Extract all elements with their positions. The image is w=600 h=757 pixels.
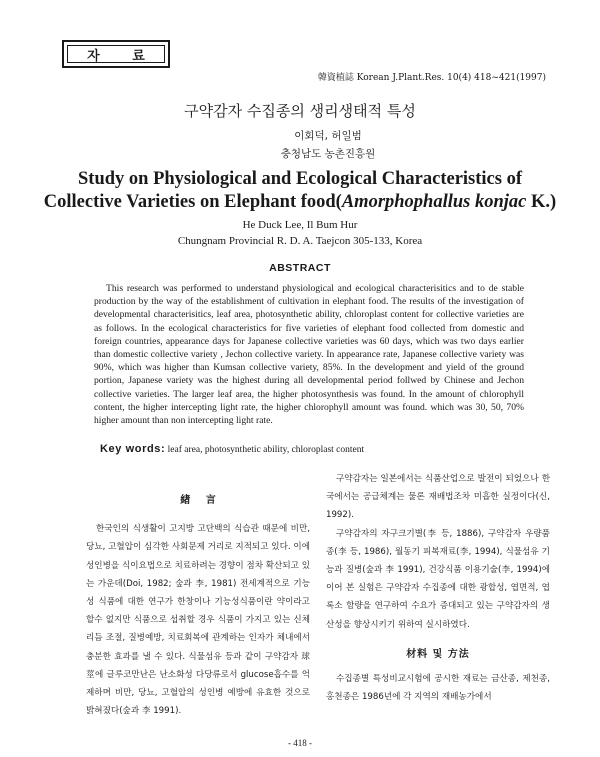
abstract-body: This research was performed to understand physiological and ecological characterisitics and to de stable production by the way of the establishment of cultivation in elephant food. The results of the investigation of developmental characterisitics, leaf area, photosynthetic ability, chloroplast content for collective varieties are as follows. In the ecological characteristics for five varieties of elephant food collected from domestic and foreign countries, appearance days for Japanese collective varieties was 60 days, which was two days earlier than domestic collective variety , Jechon collective variety. In appearance rate, Japanese collective variety was 90%, which was higher than Kumsan collective variety, 85%. In the development and yield of the ground portion, Japanese variety was the highest during all developmental period follwed by Chinese and Jechon collective varieties. The larger leaf area, the higher photosynthesis was found. In the amount of chlorophyll content, the higher intercepting light rate, the higher chlorophyll amount was found. which was 30, 50, 70% higher amount than non intercepting light rate. — [94, 283, 524, 427]
english-title-suffix: K.) — [526, 192, 557, 212]
left-column — [86, 470, 310, 720]
species-name: Amorphophallus konjac — [341, 192, 527, 212]
english-authors: He Duck Lee, Il Bum Hur — [242, 219, 358, 231]
abstract-heading: ABSTRACT — [269, 262, 331, 274]
english-title-line2 — [0, 191, 600, 214]
methods-paragraph: 수집종별 특성비교시험에 공시한 재료는 금산종, 제천종, 홍천종은 1986년에 각 지역의 재배농가에서 — [326, 674, 550, 703]
page-number: - 418 - — [288, 738, 312, 748]
introduction-paragraph: 한국인의 식생활이 고지방 고단백의 식습관 때문에 비만, 당뇨, 고혈압이 심각한 사회문제 거리로 지적되고 있다. 이에 성인병을 식이요법으로 치료하려는 경향이 점차 확산되고 있는 가운데(Doi, 1982; 숲과 李, 1981) 전세계적으로 기능성 식품에 대한 연구가 한창이나 기능성식품이란 약이라고 할수 없지만 식품으로 섭취할 경우 식품이 가지고 있는 신체리듬 조절, 질병예방, 치료회복에 관계하는 인자가 체내에서 충분한 효과를 낼 수 있다. 식물섬유 등과 같이 구약감자 球莖에 글루코만난은 난소화성 다당류로서 glucose흡수를 억제하며 비만, 당뇨, 고혈압의 성인병 예방에 유효한 것으로 밝혀졌다(숲과 李 1991). — [86, 524, 310, 717]
keywords-list: leaf area, photosynthetic ability, chloroplast content — [167, 445, 365, 455]
keywords — [100, 443, 364, 455]
korean-authors: 이회덕, 허일범 — [294, 130, 362, 142]
methods-heading: 材料 및 方法 — [406, 648, 470, 660]
section-label-box — [62, 40, 170, 68]
english-title — [0, 168, 600, 214]
english-title-line1: Study on Physiological and Ecological Characteristics of — [78, 169, 522, 189]
english-affiliation: Chungnam Provincial R. D. A. Taejcon 305-133, Korea — [177, 235, 423, 247]
english-title-prefix: Collective Varieties on Elephant food( — [43, 192, 342, 212]
right-paragraph-2: 구약감자의 자구크기별(李 등, 1886), 구약감자 우량품종(李 등, 1986), 월동기 피복재료(李, 1994), 식물섬유 기능과 질병(숲과 李 1991), 건강식품 이용기술(李, 1994)에 이어 본 실험은 구약감자 수집종에 대한 광합성, 엽면적, 엽록소 함량을 연구하여 수요가 증대되고 있는 구약감자의 생산성을 향상시키기 위하여 실시하였다. — [326, 528, 550, 630]
right-column — [326, 470, 550, 706]
korean-title: 구약감자 수집종의 생리생태적 특성 — [184, 102, 416, 120]
section-label: 자 료 — [67, 45, 165, 63]
korean-affiliation: 충청남도 농촌진흥원 — [280, 148, 376, 160]
introduction-heading: 緖 言 — [180, 495, 222, 506]
journal-reference: 韓資植誌 Korean J.Plant.Res. 10(4) 418~421(1997) — [317, 73, 546, 83]
right-paragraph-1: 구약감자는 일본에서는 식품산업으로 발전이 되었으나 한국에서는 공급체계는 물론 재배법조차 미흡한 실정이다(신, 1992). — [326, 474, 550, 521]
keywords-label: Key words: — [100, 443, 166, 455]
